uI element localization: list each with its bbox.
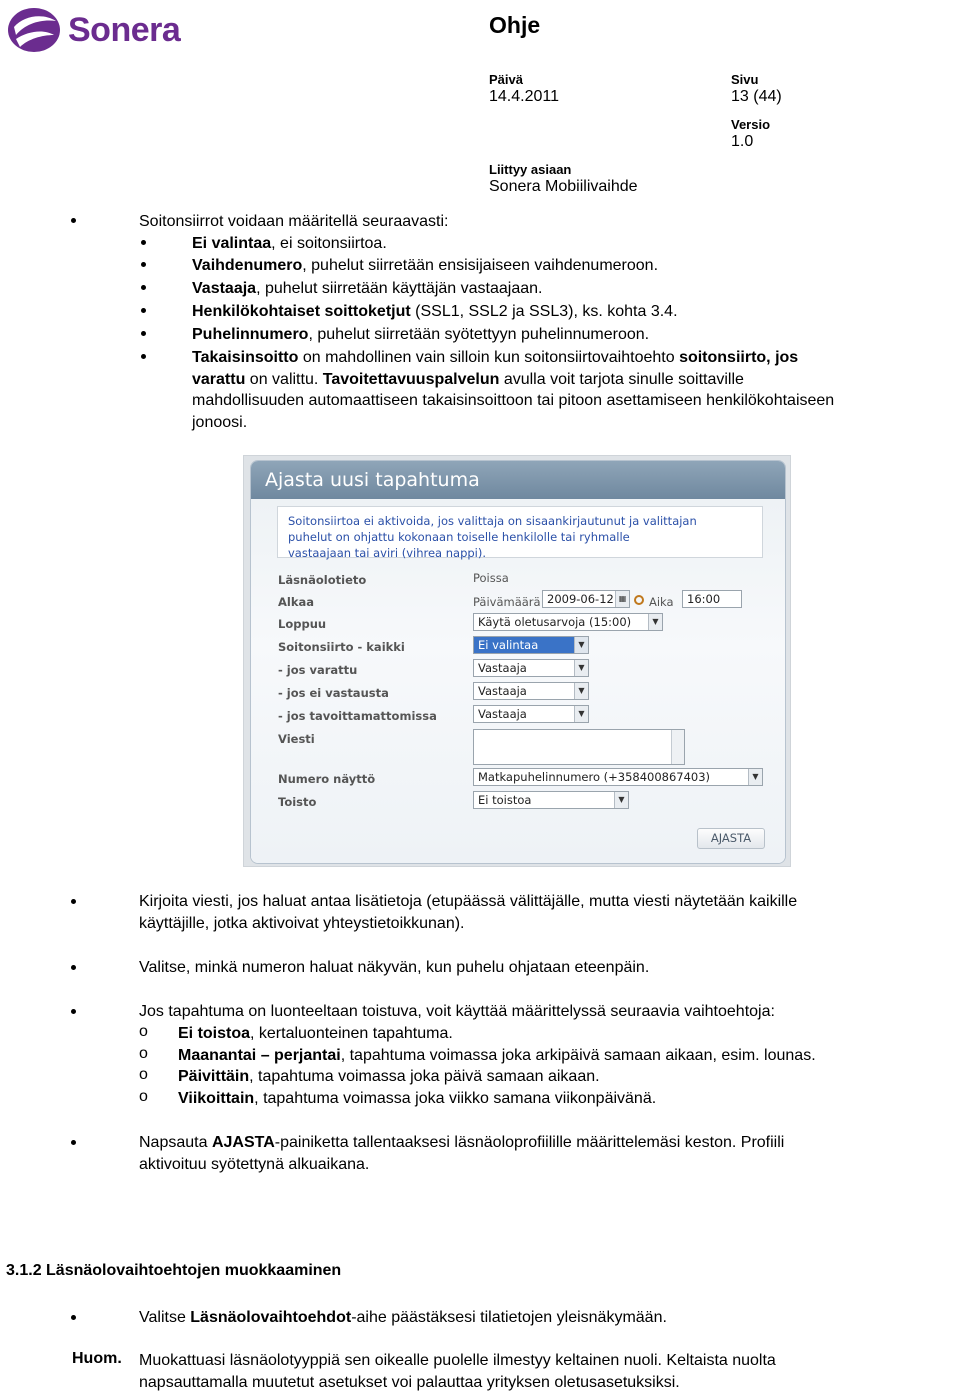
presence-value: Poissa [473,571,509,585]
chevron-down-icon[interactable]: ▼ [574,706,588,722]
message-label: Viesti [278,732,315,746]
page-value: 13 (44) [731,88,782,105]
list-item: Ei valintaa, ei soitonsiirtoa. [192,235,387,252]
sub-item: Viikoittain, tapahtuma voimassa joka viikko samana viikonpäivänä. [178,1090,657,1107]
bullet [141,308,146,313]
schedule-button[interactable]: AJASTA [697,828,765,849]
message-paragraph: Kirjoita viesti, jos haluat antaa lisätietoja (etupäässä välittäjälle, mutta viesti näytetään kaikille käyttäjille, jotka aktivoivat yhteystietoikkunan). [139,893,798,932]
sonera-logo [6,4,196,56]
forward-noanswer-select[interactable]: Vastaaja ▼ [473,682,589,700]
bullet [71,1140,76,1145]
subject-label: Liittyy asiaan [489,162,572,177]
bullet [71,1315,76,1320]
dialog-title: Ajasta uusi tapahtuma [265,469,480,491]
forward-all-select[interactable]: Ei valintaa ▼ [473,636,589,654]
forward-noanswer-label: - jos ei vastausta [278,686,389,700]
dialog-header [251,461,785,499]
bullet [141,262,146,267]
bullet [71,965,76,970]
bullet [141,354,146,359]
scrollbar[interactable] [671,730,684,764]
sub-marker: o [139,1045,148,1062]
repeat-select[interactable]: Ei toistoa ▼ [473,791,629,809]
subject-value: Sonera Mobiilivaihde [489,178,638,195]
number-label: Numero näyttö [278,772,376,786]
bullet [141,331,146,336]
schedule-dialog-screenshot [243,455,791,867]
dialog-info-box: Soitonsiirtoa ei aktivoida, jos valittaja on sisaankirjautunut ja valittajan puhelut on ohjattu kokonaan toiselle henkilolle tai ryhmalle vastaajaan tai aviri (vihrea nappi). [277,506,763,558]
number-paragraph: Valitse, minkä numeron haluat näkyvän, kun puhelu ohjataan eteenpäin. [139,959,650,976]
date-value: 14.4.2011 [489,88,559,105]
list-item: Vastaaja, puhelut siirretään käyttäjän vastaajaan. [192,280,543,297]
end-label: Loppuu [278,617,327,631]
number-select[interactable]: Matkapuhelinnumero (+358400867403) ▼ [473,768,763,786]
sub-marker: o [139,1088,148,1105]
time-input[interactable]: 16:00 [682,590,742,608]
sub-item: Päivittäin, tapahtuma voimassa joka päivä samaan aikaan. [178,1068,600,1085]
clock-icon [634,595,644,605]
date-input[interactable]: 2009-06-12 ▦ [542,590,630,608]
list-item: Puhelinnumero, puhelut siirretään syötettyyn puhelinnumeroon. [192,326,650,343]
chevron-down-icon[interactable]: ▼ [574,683,588,699]
intro-lead: Soitonsiirrot voidaan määritellä seuraavasti: [139,213,449,230]
forward-busy-label: - jos varattu [278,663,358,677]
forward-unreachable-select[interactable]: Vastaaja ▼ [473,705,589,723]
logo-text: Sonera [68,10,181,49]
note-text: Muokattuasi läsnäolotyyppiä sen oikealle puolelle ilmestyy keltainen nuoli. Keltaista nuolta napsauttamalla muutetut asetukset voi palauttaa yrityksen oletusasetuksiksi. [139,1352,776,1391]
list-item: Henkilökohtaiset soittoketjut (SSL1, SSL2 ja SSL3), ks. kohta 3.4. [192,303,678,320]
message-textarea[interactable] [473,729,685,765]
callback-paragraph: Takaisinsoitto on mahdollinen vain silloin kun soitonsiirtovaihtoehto soitonsiirto, jos varattu on valittu. Tavoitettavuuspalvelun avulla voit tarjota sinulle soittaville mahdollisuuden automaattiseen takaisinsoittoon tai pitoon asettamiseen henkilökohtaiseen jonoosi. [192,349,835,431]
presence-label: Läsnäolotieto [278,573,367,587]
calendar-icon[interactable]: ▦ [615,591,629,607]
page-label: Sivu [731,72,759,87]
sub-item: Ei toistoa, kertaluonteinen tapahtuma. [178,1025,453,1042]
chevron-down-icon[interactable]: ▼ [648,614,662,630]
date-prefix: Päivämäärä [473,595,541,609]
start-label: Alkaa [278,595,315,609]
bullet [71,218,76,223]
sub-marker: o [139,1023,148,1040]
chevron-down-icon[interactable]: ▼ [614,792,628,808]
note-label: Huom. [72,1350,122,1367]
dialog-panel [250,460,786,864]
forward-unreachable-label: - jos tavoittamattomissa [278,709,437,723]
repeat-label: Toisto [278,795,317,809]
bullet [141,285,146,290]
chevron-down-icon[interactable]: ▼ [748,769,762,785]
sub-item: Maanantai – perjantai, tapahtuma voimassa joka arkipäivä samaan aikaan, esim. lounas. [178,1047,816,1064]
version-label: Versio [731,117,771,132]
section-heading: 3.1.2 Läsnäolovaihtoehtojen muokkaaminen [6,1262,342,1279]
sub-marker: o [139,1066,148,1083]
forward-busy-select[interactable]: Vastaaja ▼ [473,659,589,677]
bullet [71,899,76,904]
end-select[interactable]: Käytä oletusarvoja (15:00) ▼ [473,613,663,631]
bullet [141,240,146,245]
forward-all-label: Soitonsiirto - kaikki [278,640,405,654]
sonera-logo-icon [6,5,62,55]
chevron-down-icon[interactable]: ▼ [574,637,588,653]
time-label: Aika [649,595,674,609]
repeat-paragraph: Jos tapahtuma on luonteeltaan toistuva, voit käyttää määrittelyssä seuraavia vaihtoehtoja: [139,1003,775,1020]
list-item: Vaihdenumero, puhelut siirretään ensisijaiseen vaihdenumeroon. [192,257,659,274]
ajasta-paragraph: Napsauta AJASTA-painiketta tallentaaksesi läsnäoloprofiilille määrittelemäsi keston. Profiili aktivoituu syötettynä alkuaikana. [139,1134,785,1173]
chevron-down-icon[interactable]: ▼ [574,660,588,676]
version-value: 1.0 [731,133,754,150]
date-label: Päivä [489,72,523,87]
doc-title: Ohje [489,12,541,38]
section-item: Valitse Läsnäolovaihtoehdot-aihe päästäksesi tilatietojen yleisnäkymään. [139,1309,667,1326]
bullet [71,1009,76,1014]
